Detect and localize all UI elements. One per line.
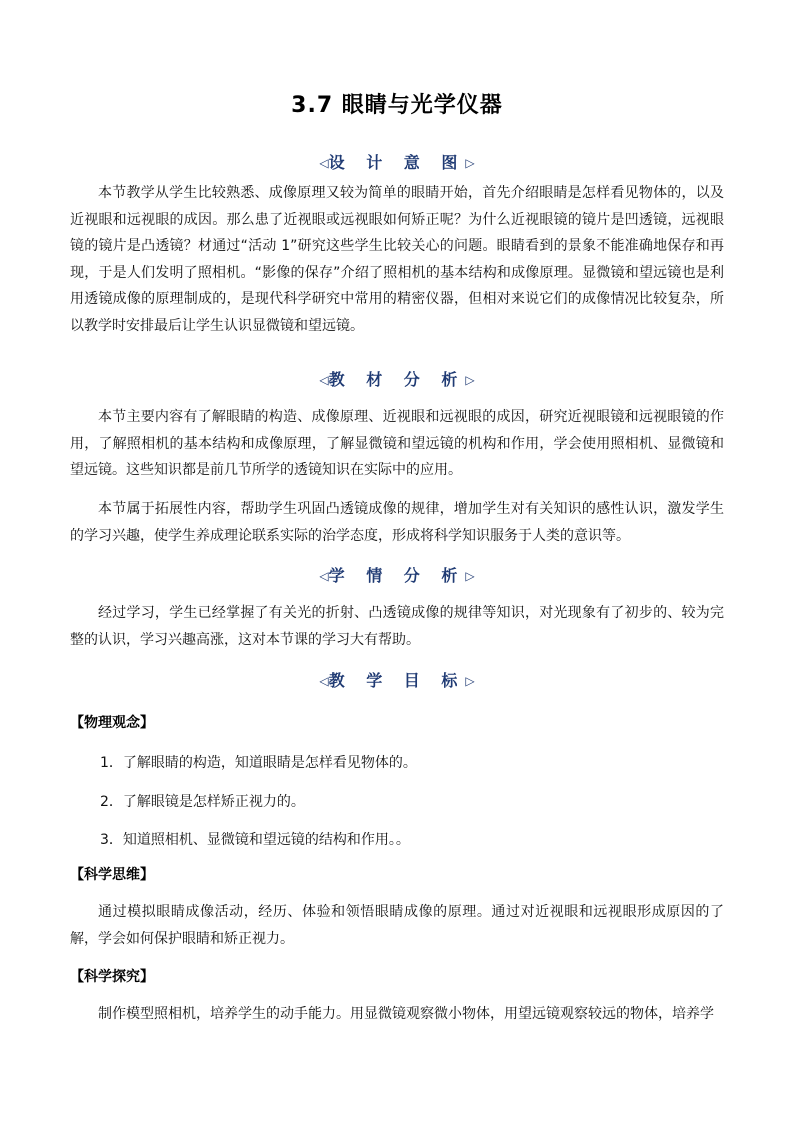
left-triangle-icon: ◁	[319, 569, 329, 583]
learners-paragraph: 经过学习，学生已经掌握了有关光的折射、凸透镜成像的规律等知识，对光现象有了初步的、较为完整的认识，学习兴趣高涨，这对本节课的学习大有帮助。	[70, 605, 724, 648]
right-triangle-icon: ▷	[465, 373, 475, 387]
goal-item-3: 3．知道照相机、显微镜和望远镜的结构和作用。。	[100, 832, 410, 848]
physics-concept-label: 【物理观念】	[70, 715, 154, 731]
section-heading-design	[70, 150, 724, 173]
right-triangle-icon: ▷	[465, 569, 475, 583]
left-triangle-icon: ◁	[319, 674, 329, 688]
section-heading-material	[70, 367, 724, 390]
scientific-thinking-label: 【科学思维】	[70, 867, 154, 883]
material-paragraph-1: 本节主要内容有了解眼睛的构造、成像原理、近视眼和远视眼的成因，研究近视眼镜和远视眼镜的作用，了解照相机的基本结构和成像原理，了解显微镜和望远镜的机构和作用，学会使用照相机、显微镜和望远镜。这些知识都是前几节所学的透镜知识在实际中的应用。	[70, 409, 724, 478]
right-triangle-icon: ▷	[465, 674, 475, 688]
left-triangle-icon: ◁	[319, 373, 329, 387]
inquiry-paragraph: 制作模型照相机，培养学生的动手能力。用显微镜观察微小物体，用望远镜观察较远的物体，培养学	[98, 1006, 714, 1022]
material-paragraph-2: 本节属于拓展性内容，帮助学生巩固凸透镜成像的规律，增加学生对有关知识的感性认识，激发学生的学习兴趣，使学生养成理论联系实际的治学态度，形成将科学知识服务于人类的意识等。	[70, 501, 724, 544]
left-triangle-icon: ◁	[319, 156, 329, 170]
scientific-inquiry-label: 【科学探究】	[70, 969, 154, 985]
section-heading-goals-label: 教 学 目 标	[328, 671, 466, 690]
design-paragraph: 本节教学从学生比较熟悉、成像原理又较为简单的眼睛开始，首先介绍眼睛是怎样看见物体的，以及近视眼和远视眼的成因。那么患了近视眼或远视眼如何矫正呢？为什么近视眼镜的镜片是凹透镜，远视眼镜的镜片是凸透镜？材通过“活动 1”研究这些学生比较关心的问题。眼睛看到的景象不能准确地保存和再现，于是人们发明了照相机。“影像的保存”介绍了照相机的基本结构和成像原理。显微镜和望远镜也是利用透镜成像的原理制成的，是现代科学研究中常用的精密仪器，但相对来说它们的成像情况比较复杂，所以教学时安排最后让学生认识显微镜和望远镜。	[70, 185, 724, 334]
section-heading-learners-label: 学 情 分 析	[328, 566, 466, 585]
goal-item-2: 2．了解眼镜是怎样矫正视力的。	[100, 794, 305, 810]
right-triangle-icon: ▷	[465, 156, 475, 170]
section-heading-goals	[70, 668, 724, 691]
section-heading-learners	[70, 563, 724, 586]
section-heading-design-label: 设 计 意 图	[328, 153, 466, 172]
page-title: 3.7 眼睛与光学仪器	[291, 93, 503, 118]
section-heading-material-label: 教 材 分 析	[328, 370, 466, 389]
goal-item-1: 1．了解眼睛的构造，知道眼睛是怎样看见物体的。	[100, 755, 417, 771]
thinking-paragraph: 通过模拟眼睛成像活动，经历、体验和领悟眼睛成像的原理。通过对近视眼和远视眼形成原因的了解，学会如何保护眼睛和矫正视力。	[70, 904, 724, 947]
